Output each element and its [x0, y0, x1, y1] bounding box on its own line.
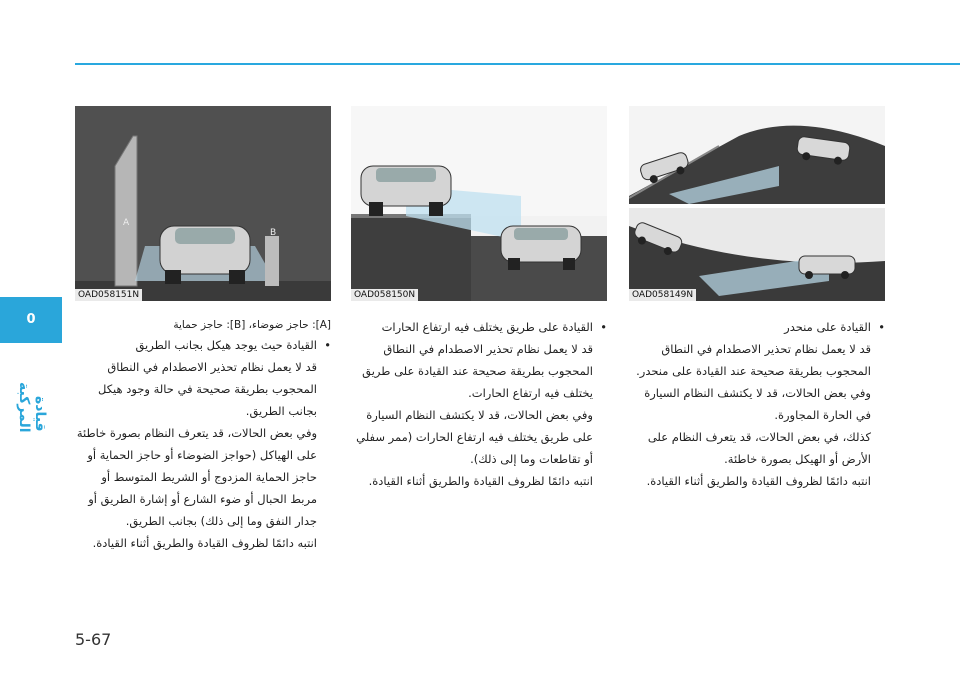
figure-caption: [A]: حاجز ضوضاء، [B]: حاجز حماية [173, 319, 331, 331]
figure-code: OAD058149N [629, 289, 696, 301]
figure-roadside-structure [75, 106, 331, 301]
marker-b: B [270, 228, 277, 238]
paragraph: قد لا يعمل نظام تحذير الاصطدام في النطاق المحجوب بطريقة صحيحة عند القيادة على منحدر. وفي بعض الحالات، قد لا يكتشف النظام السيارة في الحارة المجاورة. [636, 342, 871, 422]
paragraph: قد لا يعمل نظام تحذير الاصطدام في النطاق المحجوب بطريقة صحيحة عند القيادة على طريق يختلف فيه ارتفاع الحارات. [362, 342, 593, 400]
column-slope [629, 316, 885, 492]
column-roadside [75, 316, 331, 554]
figure-lane-heights [351, 106, 607, 301]
roadside-illustration [75, 106, 331, 301]
column-lane-heights [351, 316, 607, 492]
page-number: 5-67 [75, 630, 112, 649]
chapter-title: قيادة المركبة [16, 381, 48, 432]
paragraph: انتبه دائمًا لظروف القيادة والطريق أثناء القيادة. [92, 536, 317, 550]
bullet-heading: • القيادة على منحدر [629, 316, 885, 338]
paragraph: انتبه دائمًا لظروف القيادة والطريق أثناء القيادة. [646, 474, 871, 488]
bullet-heading: • القيادة على طريق يختلف فيه ارتفاع الحارات [351, 316, 607, 338]
bullet-heading: • القيادة حيث يوجد هيكل بجانب الطريق [75, 334, 331, 356]
top-rule [75, 63, 960, 65]
paragraph: كذلك، في بعض الحالات، قد يتعرف النظام على الأرض أو الهيكل بصورة خاطئة. [647, 430, 871, 466]
marker-a: A [123, 218, 130, 228]
slope-illustration [629, 106, 885, 301]
figure-code: OAD058151N [75, 289, 142, 301]
paragraph: قد لا يعمل نظام تحذير الاصطدام في النطاق المحجوب بطريقة صحيحة في حالة وجود هيكل بجانب الطريق. [98, 360, 317, 418]
figure-code: OAD058150N [351, 289, 418, 301]
paragraph: وفي بعض الحالات، قد يتعرف النظام بصورة خاطئة على الهياكل (حواجز الضوضاء أو حاجز الحماية أو حاجز الحماية المزدوج أو الشريط المتوسط أو مربط الحبال أو ضوء الشارع أو إشارة الطريق أو جدار النفق وما إلى ذلك) بجانب الطريق. [76, 426, 317, 528]
lane-height-illustration [351, 106, 607, 301]
paragraph: انتبه دائمًا لظروف القيادة والطريق أثناء القيادة. [368, 474, 593, 488]
figure-slope [629, 106, 885, 301]
chapter-number: 0 [26, 312, 36, 327]
paragraph: وفي بعض الحالات، قد لا يكتشف النظام السيارة على طريق يختلف فيه ارتفاع الحارات (ممر سفلي أو تقاطعات وما إلى ذلك). [356, 408, 593, 466]
